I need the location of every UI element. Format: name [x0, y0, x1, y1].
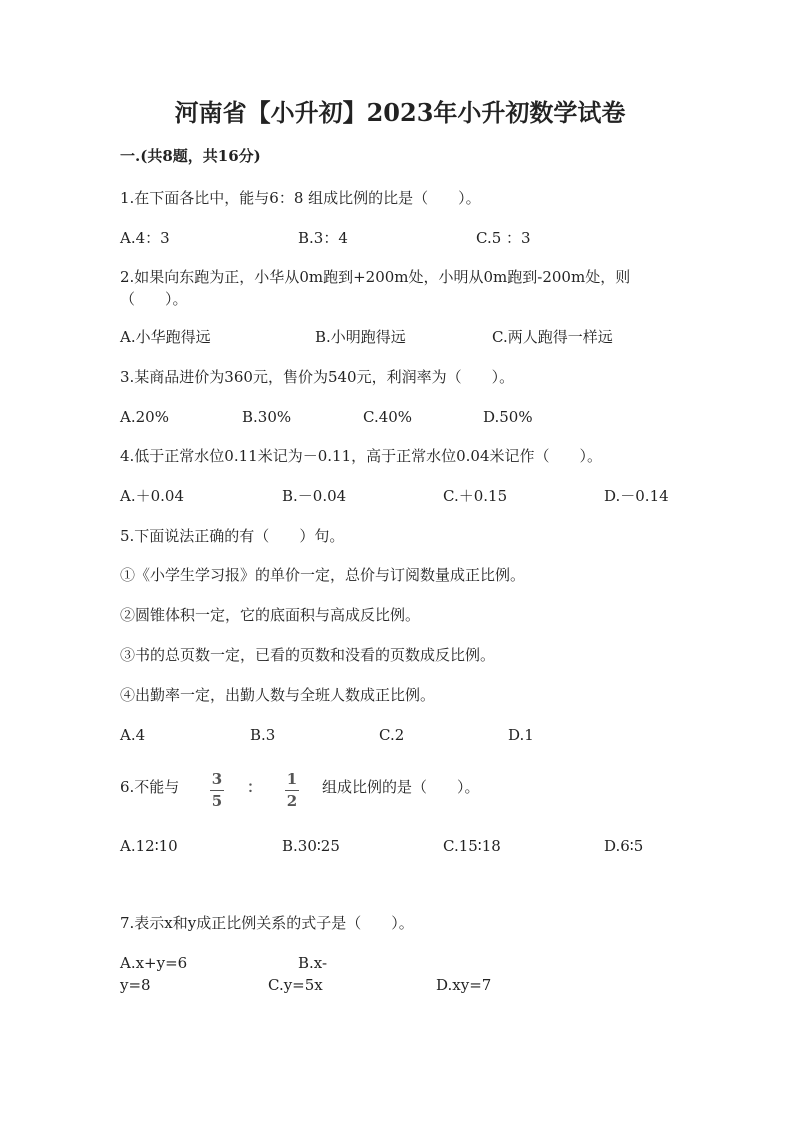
question-1-option-b: B.3：4 [298, 229, 348, 247]
question-6-fraction-1 [209, 772, 225, 809]
question-5-statement-2: ②圆锥体积一定，它的底面积与高成反比例。 [120, 606, 421, 624]
question-5-option-a: A.4 [120, 726, 146, 744]
question-1-option-a: A.4：3 [120, 229, 170, 247]
question-2-stem-line2: （ ）。 [120, 290, 188, 308]
question-6-option-c: C.15∶18 [443, 837, 501, 855]
question-2-option-b: B.小明跑得远 [315, 328, 406, 346]
question-7-option-b-part2: y=8 [120, 976, 151, 994]
question-4-stem: 4.低于正常水位0.11米记为－0.11，高于正常水位0.04米记作（ ）。 [120, 447, 603, 465]
question-4-option-d: D.－0.14 [604, 487, 669, 505]
question-5-option-b: B.3 [250, 726, 276, 744]
question-7-option-c: C.y=5x [268, 976, 323, 994]
question-3-option-d: D.50% [483, 408, 533, 426]
question-2-option-c: C.两人跑得一样远 [492, 328, 613, 346]
question-7-option-a: A.x+y=6 [120, 954, 188, 972]
section-heading: 一.(共8题，共16分) [120, 147, 261, 165]
question-6-colon: ： [247, 778, 263, 796]
question-7-stem: 7.表示x和y成正比例关系的式子是（ ）。 [120, 914, 414, 932]
question-6-option-b: B.30∶25 [282, 837, 340, 855]
question-7-option-d: D.xy=7 [436, 976, 492, 994]
question-5-option-c: C.2 [379, 726, 405, 744]
question-2-stem-line1: 2.如果向东跑为正，小华从0m跑到+200m处，小明从0m跑到-200m处，则 [120, 268, 631, 286]
question-5-statement-4: ④出勤率一定，出勤人数与全班人数成正比例。 [120, 686, 436, 704]
question-3-option-c: C.40% [363, 408, 413, 426]
question-6-stem-prefix: 6.不能与 [120, 778, 180, 796]
fraction-1-denominator: 5 [211, 792, 223, 810]
question-5-statement-1: ①《小学生学习报》的单价一定，总价与订阅数量成正比例。 [120, 566, 526, 584]
question-3-option-a: A.20% [120, 408, 169, 426]
question-6-fraction-2 [284, 772, 300, 809]
question-6-option-a: A.12∶10 [120, 837, 178, 855]
question-5-stem: 5.下面说法正确的有（ ）句。 [120, 527, 345, 545]
fraction-2-numerator: 1 [286, 770, 298, 788]
question-3-stem: 3.某商品进价为360元，售价为540元，利润率为（ ）。 [120, 368, 515, 386]
question-1-stem: 1.在下面各比中，能与6：8 组成比例的比是（ ）。 [120, 189, 481, 207]
question-5-statement-3: ③书的总页数一定，已看的页数和没看的页数成反比例。 [120, 646, 496, 664]
question-6-stem-suffix: 组成比例的是（ ）。 [322, 778, 480, 796]
question-3-option-b: B.30% [242, 408, 292, 426]
question-4-option-b: B.－0.04 [282, 487, 347, 505]
fraction-1-numerator: 3 [211, 770, 223, 788]
question-4-option-a: A.＋0.04 [120, 487, 184, 505]
fraction-2-denominator: 2 [286, 792, 298, 810]
question-6-option-d: D.6∶5 [604, 837, 644, 855]
question-2-option-a: A.小华跑得远 [120, 328, 211, 346]
question-5-option-d: D.1 [508, 726, 534, 744]
question-4-option-c: C.＋0.15 [443, 487, 508, 505]
page-title: 河南省【小升初】2023年小升初数学试卷 [174, 98, 626, 127]
question-7-option-b-part1: B.x- [298, 954, 328, 972]
question-1-option-c: C.5 ：3 [476, 229, 531, 247]
